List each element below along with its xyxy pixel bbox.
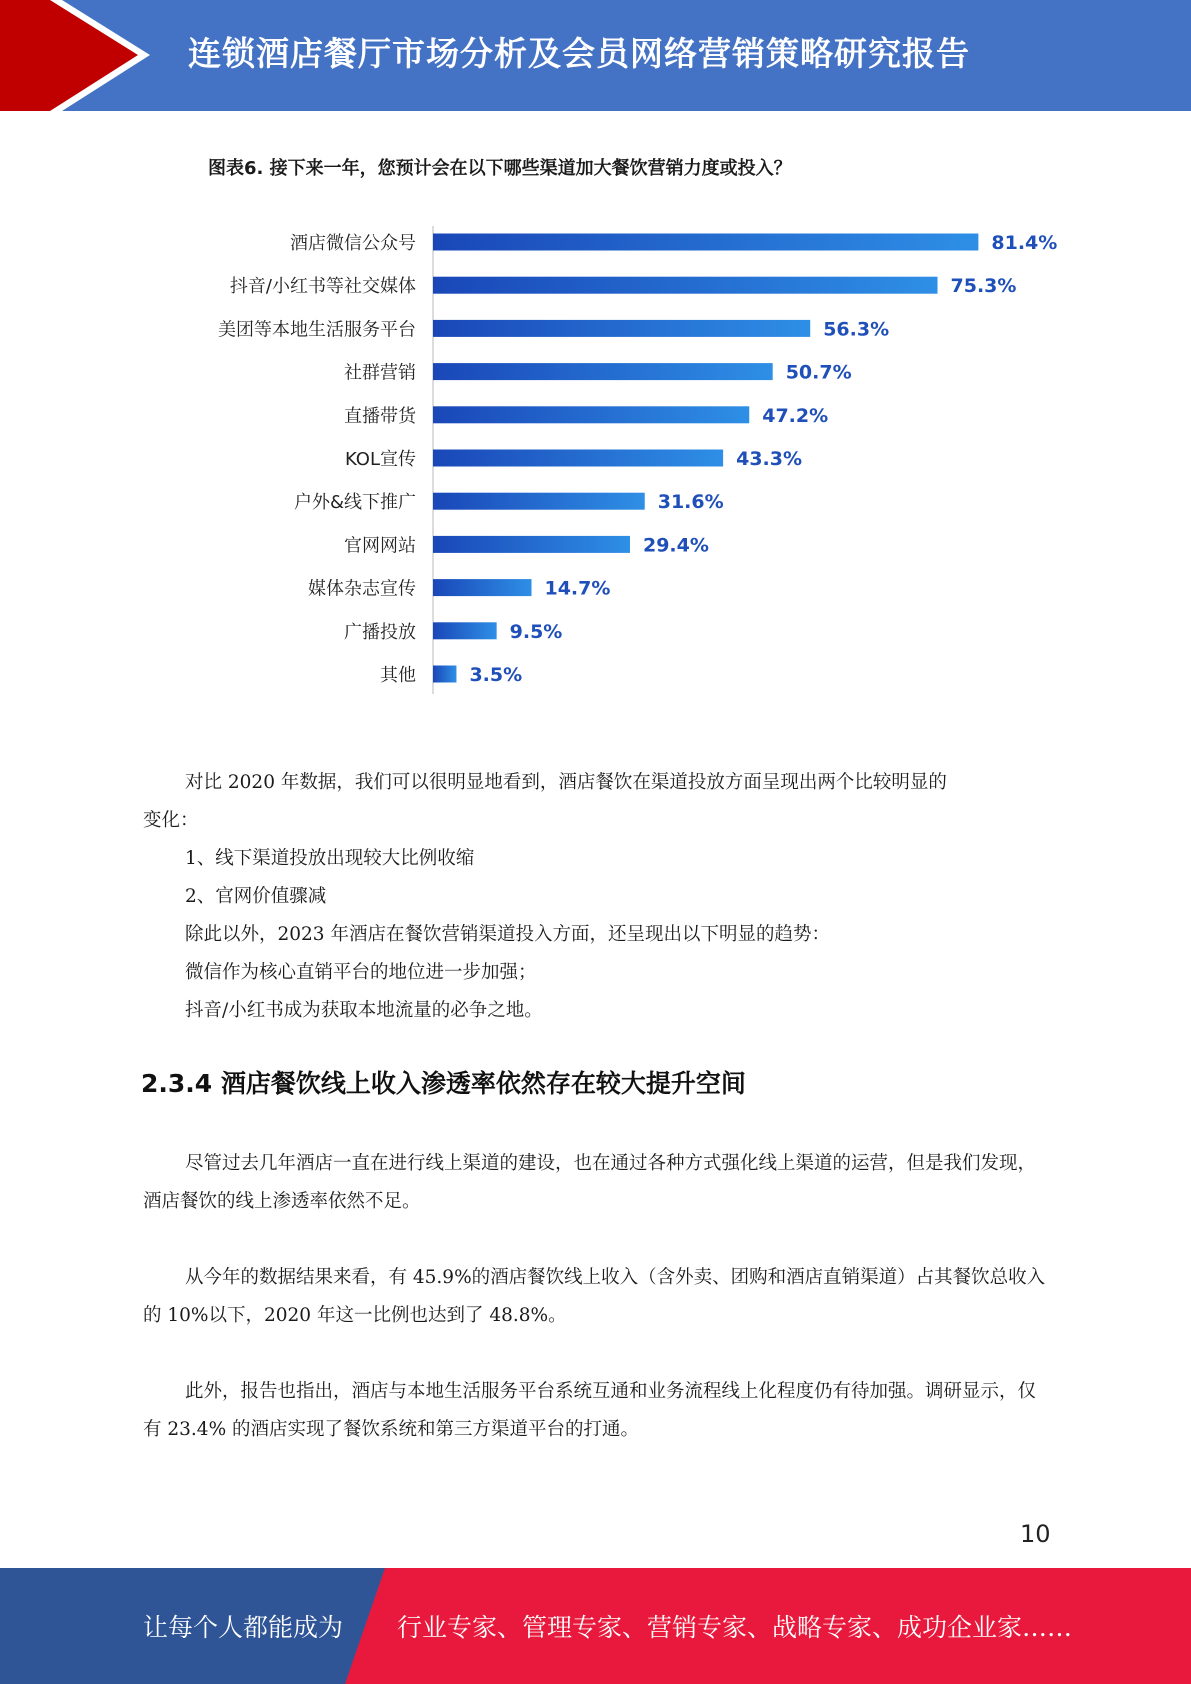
bar: [433, 363, 773, 380]
bar: [433, 320, 810, 337]
value-label: 14.7%: [544, 577, 611, 600]
category-label: 官网网站: [344, 535, 416, 557]
footer-slogan-right: 行业专家、管理专家、营销专家、战略专家、成功企业家……: [397, 1613, 1073, 1642]
value-label: 75.3%: [950, 275, 1017, 298]
value-label: 3.5%: [469, 664, 523, 686]
list-item-1: 1、线下渠道投放出现较大比例收缩: [185, 848, 475, 869]
category-label: KOL宣传: [344, 449, 416, 470]
paragraph-2: 尽管过去几年酒店一直在进行线上渠道的建设，也在通过各种方式强化线上渠道的运营，但是我们发现，酒店餐饮的线上渗透率依然不足。: [143, 1153, 1037, 1212]
bar: [433, 450, 723, 467]
page-number: 10: [1020, 1520, 1051, 1548]
page-header: [0, 0, 1191, 111]
bar: [433, 277, 938, 294]
value-label: 56.3%: [823, 318, 890, 341]
bar: [433, 536, 630, 553]
category-label: 酒店微信公众号: [290, 233, 416, 254]
category-label: 直播带货: [344, 405, 416, 427]
intro-paragraph: [143, 764, 1048, 1030]
value-label: 50.7%: [785, 361, 852, 384]
header-red-chevron: [0, 0, 150, 111]
value-label: 81.4%: [991, 232, 1058, 254]
bar: [433, 579, 531, 596]
category-label: 其他: [380, 665, 416, 686]
category-label: 社群营销: [344, 362, 416, 384]
value-label: 31.6%: [657, 491, 724, 514]
footer-slogan-left: 让每个人都能成为: [143, 1613, 344, 1642]
category-label: 抖音/小红书等社交媒体: [229, 276, 416, 298]
value-label: 29.4%: [642, 534, 709, 557]
trend-item-1: 微信作为核心直销平台的地位进一步加强；: [185, 962, 537, 983]
category-label: 户外&线下推广: [293, 492, 416, 514]
bar: [433, 406, 749, 423]
category-label: 媒体杂志宣传: [308, 578, 416, 600]
trend-intro: 除此以外，2023 年酒店在餐饮营销渠道投入方面，还呈现出以下明显的趋势：: [185, 924, 830, 945]
bar-chart: [180, 138, 1060, 698]
chart-marks: [218, 232, 1057, 686]
bar: [433, 234, 978, 251]
value-label: 47.2%: [762, 404, 829, 427]
header-title: 连锁酒店餐厅市场分析及会员网络营销策略研究报告: [188, 34, 970, 73]
chart-title: 图表6. 接下来一年，您预计会在以下哪些渠道加大餐饮营销力度或投入？: [208, 158, 792, 179]
intro-line-1: 对比 2020 年数据，我们可以很明显地看到，酒店餐饮在渠道投放方面呈现出两个比较明显的: [185, 772, 947, 793]
trend-item-2: 抖音/小红书成为获取本地流量的必争之地。: [185, 1000, 543, 1021]
bar: [433, 666, 456, 683]
bar: [433, 493, 645, 510]
paragraph-3: 从今年的数据结果来看，有 45.9%的酒店餐饮线上收入（含外卖、团购和酒店直销渠道）占其餐饮总收入的 10%以下，2020 年这一比例也达到了 48.8%。: [143, 1267, 1046, 1326]
list-item-2: 2、官网价值骤减: [185, 886, 327, 907]
bar: [433, 622, 497, 639]
intro-line-2: 变化：: [143, 810, 199, 831]
section-heading: 2.3.4 酒店餐饮线上收入渗透率依然存在较大提升空间: [141, 1069, 746, 1098]
value-label: 9.5%: [509, 620, 563, 643]
category-label: 美团等本地生活服务平台: [218, 319, 416, 341]
value-label: 43.3%: [736, 448, 803, 470]
page-footer: [0, 1568, 1191, 1684]
bar-chart-svg: [180, 138, 1060, 698]
category-label: 广播投放: [344, 621, 416, 643]
paragraph-4: 此外，报告也指出，酒店与本地生活服务平台系统互通和业务流程线上化程度仍有待加强。调研显示，仅有 23.4% 的酒店实现了餐饮系统和第三方渠道平台的打通。: [143, 1381, 1037, 1440]
